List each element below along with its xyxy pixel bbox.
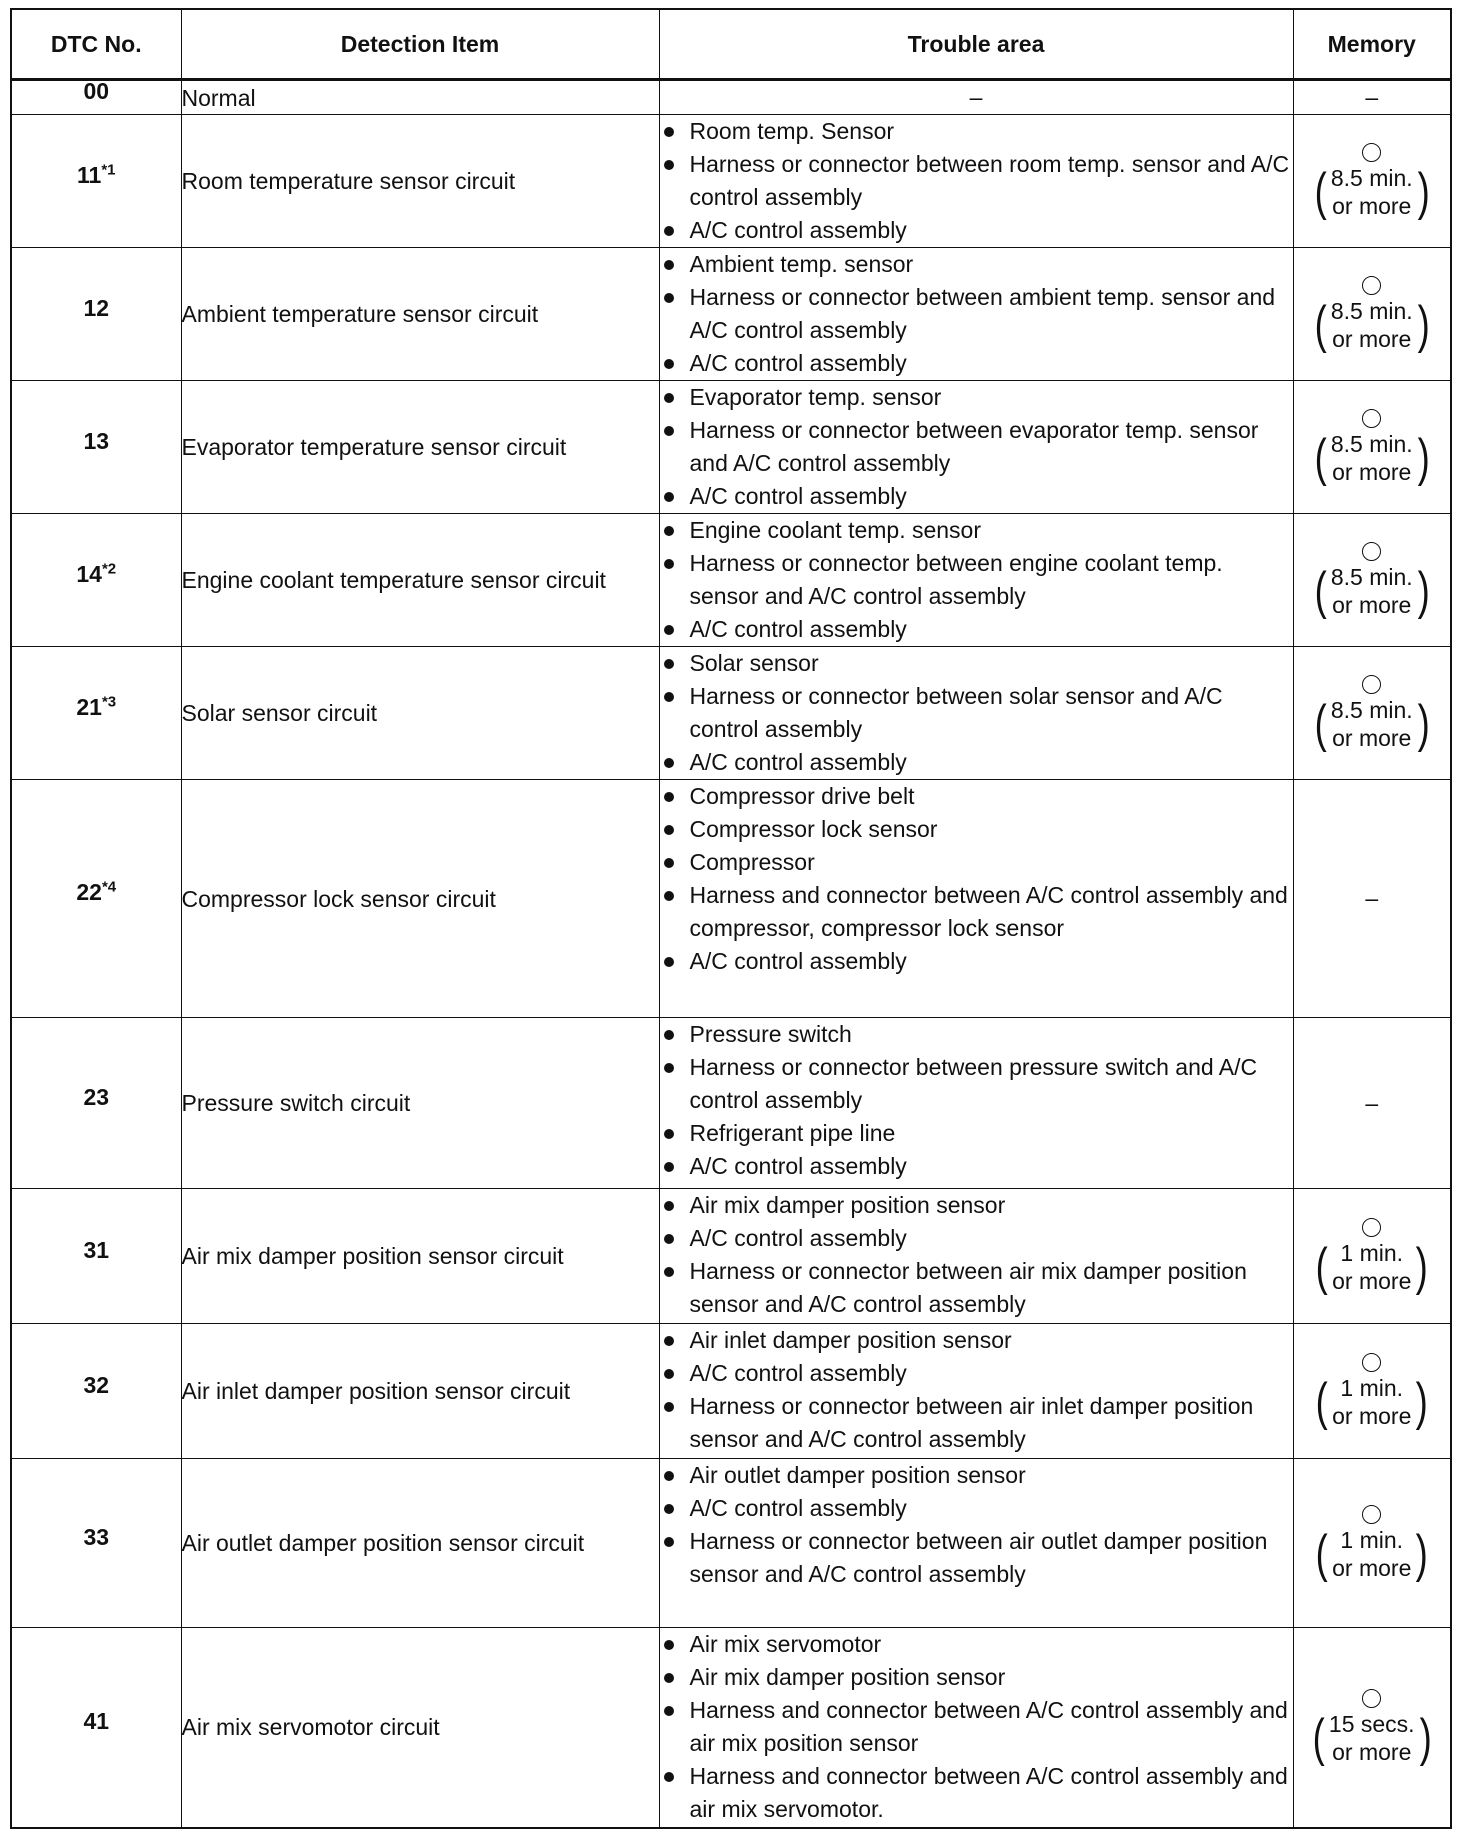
cause-list <box>660 647 1293 779</box>
left-paren: ( <box>1315 1372 1328 1431</box>
memory-duration-line1: 1 min. <box>1340 1239 1404 1266</box>
dtc-code-text <box>83 1708 109 1734</box>
memory-cell <box>1293 248 1451 381</box>
memory-value <box>1312 143 1432 220</box>
trouble-area-cell <box>659 80 1293 115</box>
cause-item: Harness and connector between A/C control assembly and compressor, compressor lock sensor <box>660 879 1293 945</box>
circle-icon <box>1362 542 1381 561</box>
trouble-area-cell <box>659 1018 1293 1189</box>
cause-item: Ambient temp. sensor <box>660 248 1293 281</box>
left-paren: ( <box>1314 295 1327 354</box>
dtc-code-text <box>83 1237 109 1263</box>
dtc-code-text <box>76 694 116 720</box>
memory-duration-line1: 8.5 min. <box>1330 696 1413 723</box>
cause-item: A/C control assembly <box>660 214 1293 247</box>
table-row <box>11 1324 1451 1459</box>
table-row <box>11 80 1451 115</box>
memory-value <box>1313 1218 1431 1295</box>
cause-item: Harness or connector between evaporator temp. sensor and A/C control assembly <box>660 414 1293 480</box>
dtc-code-text <box>83 295 109 321</box>
right-paren: ) <box>1417 561 1430 620</box>
memory-dash: – <box>1365 84 1379 110</box>
dtc-code: 00 <box>83 78 110 105</box>
dtc-code: 33 <box>83 1523 110 1550</box>
detection-item-cell: Air outlet damper position sensor circuit <box>181 1459 659 1628</box>
dtc-code-cell <box>11 647 181 780</box>
cause-item: Air mix damper position sensor <box>660 1661 1293 1694</box>
memory-value <box>1310 1689 1434 1766</box>
dtc-code-cell <box>11 1189 181 1324</box>
memory-value <box>1312 409 1432 486</box>
cause-item: Harness or connector between room temp. sensor and A/C control assembly <box>660 148 1293 214</box>
trouble-area-cell <box>659 780 1293 1018</box>
dtc-footnote-mark: *3 <box>101 693 117 711</box>
cause-list <box>660 1459 1293 1591</box>
cause-item: Air inlet damper position sensor <box>660 1324 1293 1357</box>
cause-item: Harness and connector between A/C control assembly and air mix position sensor <box>660 1694 1293 1760</box>
memory-value <box>1312 276 1432 353</box>
memory-duration-text <box>1330 1374 1413 1430</box>
dtc-footnote-mark: *2 <box>101 560 117 578</box>
memory-duration-text <box>1329 696 1415 752</box>
circle-icon <box>1362 143 1381 162</box>
memory-cell <box>1293 381 1451 514</box>
memory-cell <box>1293 1018 1451 1189</box>
detection-item-cell: Air mix damper position sensor circuit <box>181 1189 659 1324</box>
memory-duration-text <box>1329 563 1415 619</box>
dtc-code-cell <box>11 1018 181 1189</box>
dtc-code-cell <box>11 514 181 647</box>
memory-duration-line2: or more <box>1332 325 1412 352</box>
detection-item-cell: Room temperature sensor circuit <box>181 115 659 248</box>
table-row <box>11 780 1451 1018</box>
right-paren: ) <box>1417 694 1430 753</box>
cause-list <box>660 514 1293 646</box>
cause-item: Compressor lock sensor <box>660 813 1293 846</box>
cause-item: A/C control assembly <box>660 746 1293 779</box>
right-paren: ) <box>1415 1524 1429 1583</box>
dtc-code: 12 <box>83 294 110 321</box>
dtc-code-text <box>83 1524 109 1550</box>
dtc-document <box>10 8 1450 1829</box>
cause-item: A/C control assembly <box>660 1222 1293 1255</box>
memory-cell <box>1293 1459 1451 1628</box>
cause-item: Compressor drive belt <box>660 780 1293 813</box>
cause-item: Engine coolant temp. sensor <box>660 514 1293 547</box>
header-trouble-area: Trouble area <box>659 9 1293 80</box>
dtc-code: 22 <box>76 879 102 906</box>
cause-item: A/C control assembly <box>660 613 1293 646</box>
memory-duration <box>1312 563 1432 619</box>
cause-item: Air outlet damper position sensor <box>660 1459 1293 1492</box>
right-paren: ) <box>1419 1708 1432 1767</box>
dtc-footnote-mark: *4 <box>101 878 117 896</box>
detection-item-cell: Pressure switch circuit <box>181 1018 659 1189</box>
detection-item-cell: Compressor lock sensor circuit <box>181 780 659 1018</box>
table-row <box>11 381 1451 514</box>
dtc-code-cell <box>11 115 181 248</box>
dtc-code: 41 <box>83 1708 110 1735</box>
cause-list <box>660 248 1293 380</box>
cause-list <box>660 1189 1293 1321</box>
memory-duration <box>1312 164 1432 220</box>
memory-duration <box>1313 1239 1431 1295</box>
memory-duration-text <box>1329 430 1415 486</box>
dtc-code-text <box>83 1084 109 1110</box>
left-paren: ( <box>1314 162 1327 221</box>
detection-item-cell: Air inlet damper position sensor circuit <box>181 1324 659 1459</box>
left-paren: ( <box>1314 428 1327 487</box>
left-paren: ( <box>1314 694 1327 753</box>
memory-duration-line1: 8.5 min. <box>1330 164 1413 191</box>
left-paren: ( <box>1314 561 1327 620</box>
table-body <box>11 80 1451 1828</box>
dtc-code-text <box>76 561 116 587</box>
dtc-code-cell <box>11 1459 181 1628</box>
dtc-code: 21 <box>76 693 102 720</box>
dtc-code-cell <box>11 248 181 381</box>
memory-cell <box>1293 115 1451 248</box>
cause-item: Harness and connector between A/C control assembly and air mix servomotor. <box>660 1760 1293 1826</box>
cause-list <box>660 1324 1293 1456</box>
memory-duration-line1: 8.5 min. <box>1330 297 1413 324</box>
cause-list <box>660 115 1293 247</box>
dtc-code-text <box>83 428 109 454</box>
memory-duration-line1: 8.5 min. <box>1330 563 1413 590</box>
memory-dash: – <box>1365 885 1379 911</box>
trouble-area-cell <box>659 115 1293 248</box>
dtc-footnote-mark: *1 <box>101 161 116 179</box>
memory-duration <box>1312 430 1432 486</box>
trouble-area-cell <box>659 248 1293 381</box>
dtc-code: 13 <box>83 427 110 454</box>
cause-item: Evaporator temp. sensor <box>660 381 1293 414</box>
memory-cell <box>1293 1189 1451 1324</box>
header-memory: Memory <box>1293 9 1451 80</box>
right-paren: ) <box>1415 1372 1429 1431</box>
dtc-code-cell <box>11 1324 181 1459</box>
memory-duration-line1: 15 secs. <box>1328 1710 1415 1737</box>
memory-duration <box>1310 1710 1434 1766</box>
trouble-area-cell <box>659 647 1293 780</box>
circle-icon <box>1362 1353 1381 1372</box>
cause-item: Harness or connector between ambient temp. sensor and A/C control assembly <box>660 281 1293 347</box>
cause-item: A/C control assembly <box>660 1150 1293 1183</box>
memory-cell <box>1293 647 1451 780</box>
cause-item: Solar sensor <box>660 647 1293 680</box>
memory-duration-line2: or more <box>1332 591 1412 618</box>
cause-list <box>660 780 1293 978</box>
memory-duration-text <box>1330 1239 1413 1295</box>
right-paren: ) <box>1417 428 1430 487</box>
memory-duration-line2: or more <box>1332 458 1412 485</box>
memory-duration-text <box>1330 1526 1413 1582</box>
memory-duration-line2: or more <box>1332 1267 1412 1294</box>
dtc-code-cell <box>11 381 181 514</box>
dtc-code: 31 <box>83 1236 110 1263</box>
memory-cell <box>1293 514 1451 647</box>
dtc-code: 32 <box>83 1371 110 1398</box>
cause-item: Harness or connector between air outlet damper position sensor and A/C control assembly <box>660 1525 1293 1591</box>
memory-duration-text <box>1327 1710 1417 1766</box>
left-paren: ( <box>1312 1708 1325 1767</box>
dtc-code-text <box>77 162 116 188</box>
cause-item: A/C control assembly <box>660 945 1293 978</box>
detection-item-cell: Normal <box>181 80 659 115</box>
memory-duration <box>1312 297 1432 353</box>
cause-item: A/C control assembly <box>660 1357 1293 1390</box>
dtc-table <box>10 8 1452 1829</box>
circle-icon <box>1362 675 1381 694</box>
memory-duration-line2: or more <box>1332 1554 1412 1581</box>
detection-item-cell: Solar sensor circuit <box>181 647 659 780</box>
cause-item: Pressure switch <box>660 1018 1293 1051</box>
memory-cell <box>1293 80 1451 115</box>
memory-duration <box>1312 696 1432 752</box>
detection-item-cell: Engine coolant temperature sensor circuit <box>181 514 659 647</box>
circle-icon <box>1362 1505 1381 1524</box>
cause-list <box>660 1018 1293 1183</box>
cause-item: Refrigerant pipe line <box>660 1117 1293 1150</box>
table-row <box>11 1628 1451 1828</box>
trouble-area-cell <box>659 381 1293 514</box>
cause-item: Harness or connector between air mix damper position sensor and A/C control assembly <box>660 1255 1293 1321</box>
dtc-code-cell <box>11 80 181 115</box>
right-paren: ) <box>1417 162 1430 221</box>
table-row <box>11 115 1451 248</box>
memory-duration-text <box>1329 297 1415 353</box>
detection-item-cell: Air mix servomotor circuit <box>181 1628 659 1828</box>
left-paren: ( <box>1315 1524 1328 1583</box>
circle-icon <box>1362 276 1381 295</box>
cause-item: Harness or connector between solar sensor and A/C control assembly <box>660 680 1293 746</box>
trouble-area-dash: – <box>969 84 983 110</box>
memory-value <box>1312 542 1432 619</box>
cause-item: Air mix servomotor <box>660 1628 1293 1661</box>
cause-item: Compressor <box>660 846 1293 879</box>
cause-item: A/C control assembly <box>660 347 1293 380</box>
dtc-code: 11 <box>76 161 102 188</box>
memory-dash: – <box>1365 1089 1379 1116</box>
header-dtc-no: DTC No. <box>11 9 181 80</box>
detection-item-cell: Ambient temperature sensor circuit <box>181 248 659 381</box>
memory-duration-line2: or more <box>1332 1738 1412 1765</box>
cause-list <box>660 381 1293 513</box>
memory-value <box>1313 1505 1431 1582</box>
memory-cell <box>1293 1324 1451 1459</box>
dtc-code-cell <box>11 780 181 1018</box>
left-paren: ( <box>1315 1237 1328 1296</box>
memory-duration-line2: or more <box>1332 192 1412 219</box>
memory-cell <box>1293 780 1451 1018</box>
memory-duration-line1: 1 min. <box>1340 1374 1404 1401</box>
detection-item-cell: Evaporator temperature sensor circuit <box>181 381 659 514</box>
table-row <box>11 1018 1451 1189</box>
trouble-area-cell <box>659 1628 1293 1828</box>
dtc-code: 14 <box>76 560 102 587</box>
header-detection-item: Detection Item <box>181 9 659 80</box>
table-row <box>11 248 1451 381</box>
right-paren: ) <box>1415 1237 1429 1296</box>
dtc-code-text <box>83 78 109 104</box>
memory-cell <box>1293 1628 1451 1828</box>
memory-duration <box>1313 1374 1431 1430</box>
circle-icon <box>1362 1218 1381 1237</box>
memory-duration-line2: or more <box>1332 724 1412 751</box>
cause-item: A/C control assembly <box>660 1492 1293 1525</box>
header-row <box>11 9 1451 80</box>
cause-item: Room temp. Sensor <box>660 115 1293 148</box>
cause-list <box>660 1628 1293 1826</box>
dtc-code-text <box>83 1372 109 1398</box>
right-paren: ) <box>1417 295 1430 354</box>
memory-value <box>1312 675 1432 752</box>
memory-duration-line1: 8.5 min. <box>1330 430 1413 457</box>
dtc-code-text <box>76 879 116 905</box>
table-row <box>11 1189 1451 1324</box>
memory-value <box>1313 1353 1431 1430</box>
table-row <box>11 514 1451 647</box>
dtc-code-cell <box>11 1628 181 1828</box>
cause-item: Harness or connector between engine coolant temp. sensor and A/C control assembly <box>660 547 1293 613</box>
cause-item: A/C control assembly <box>660 480 1293 513</box>
cause-item: Air mix damper position sensor <box>660 1189 1293 1222</box>
circle-icon <box>1362 1689 1381 1708</box>
memory-duration <box>1313 1526 1431 1582</box>
table-row <box>11 1459 1451 1628</box>
cause-item: Harness or connector between air inlet damper position sensor and A/C control assembly <box>660 1390 1293 1456</box>
dtc-code: 23 <box>83 1083 110 1110</box>
memory-duration-line1: 1 min. <box>1340 1526 1404 1553</box>
table-row <box>11 647 1451 780</box>
cause-item: Harness or connector between pressure switch and A/C control assembly <box>660 1051 1293 1117</box>
memory-duration-text <box>1329 164 1415 220</box>
circle-icon <box>1362 409 1381 428</box>
trouble-area-cell <box>659 1189 1293 1324</box>
trouble-area-cell <box>659 1459 1293 1628</box>
trouble-area-cell <box>659 514 1293 647</box>
trouble-area-cell <box>659 1324 1293 1459</box>
memory-duration-line2: or more <box>1332 1402 1412 1429</box>
